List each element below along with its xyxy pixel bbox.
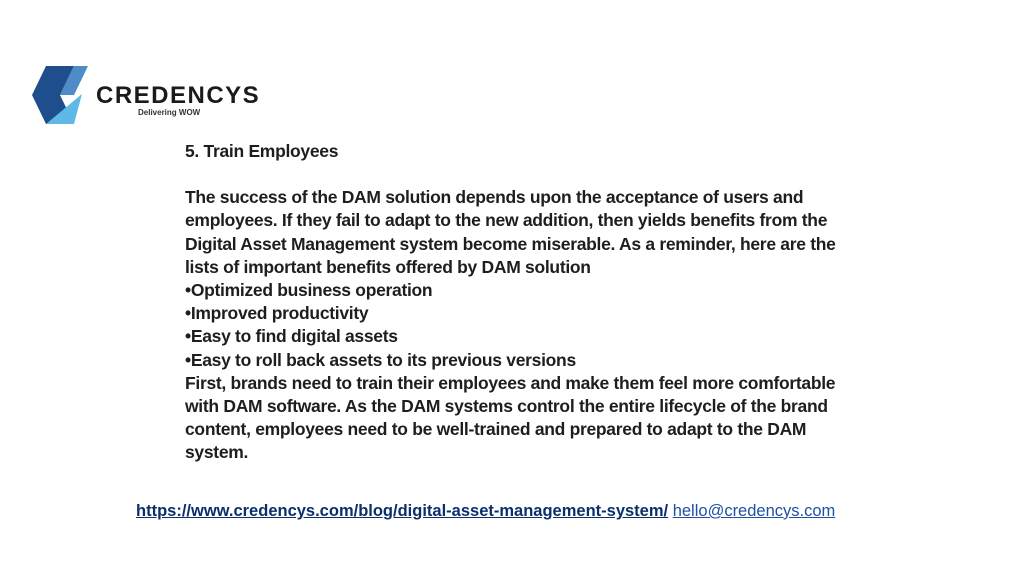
blog-url-link[interactable]: https://www.credencys.com/blog/digital-asset-management-system/ [136, 502, 669, 520]
list-item: •Optimized business operation [185, 280, 433, 301]
email-link[interactable]: hello@credencys.com [672, 502, 836, 520]
section-heading: 5. Train Employees [185, 141, 339, 161]
credencys-logo [30, 64, 261, 126]
article-content [185, 140, 845, 465]
logo-tagline: Delivering WOW [138, 108, 201, 117]
intro-paragraph: The success of the DAM solution depends upon the acceptance of users and employees. If they fail to adapt to the new addition, then yields benefits from the Digital Asset Management system become miserable. As a reminder, here are the lists of important benefits offered by DAM solution [185, 187, 836, 277]
footer-links [136, 502, 835, 521]
list-item: •Easy to roll back assets to its previous versions [185, 349, 576, 370]
list-item: •Improved productivity [185, 303, 369, 324]
closing-paragraph: First, brands need to train their employees and make them feel more comfortable with DAM software. As the DAM systems control the entire lifecycle of the brand content, employees need to be well-trained and prepared to adapt to the DAM system. [185, 372, 836, 463]
logo-wordmark: CREDENCYS [96, 82, 261, 109]
benefits-list [185, 279, 845, 372]
logo-mark-icon [30, 64, 94, 126]
list-item: •Easy to find digital assets [185, 326, 398, 347]
